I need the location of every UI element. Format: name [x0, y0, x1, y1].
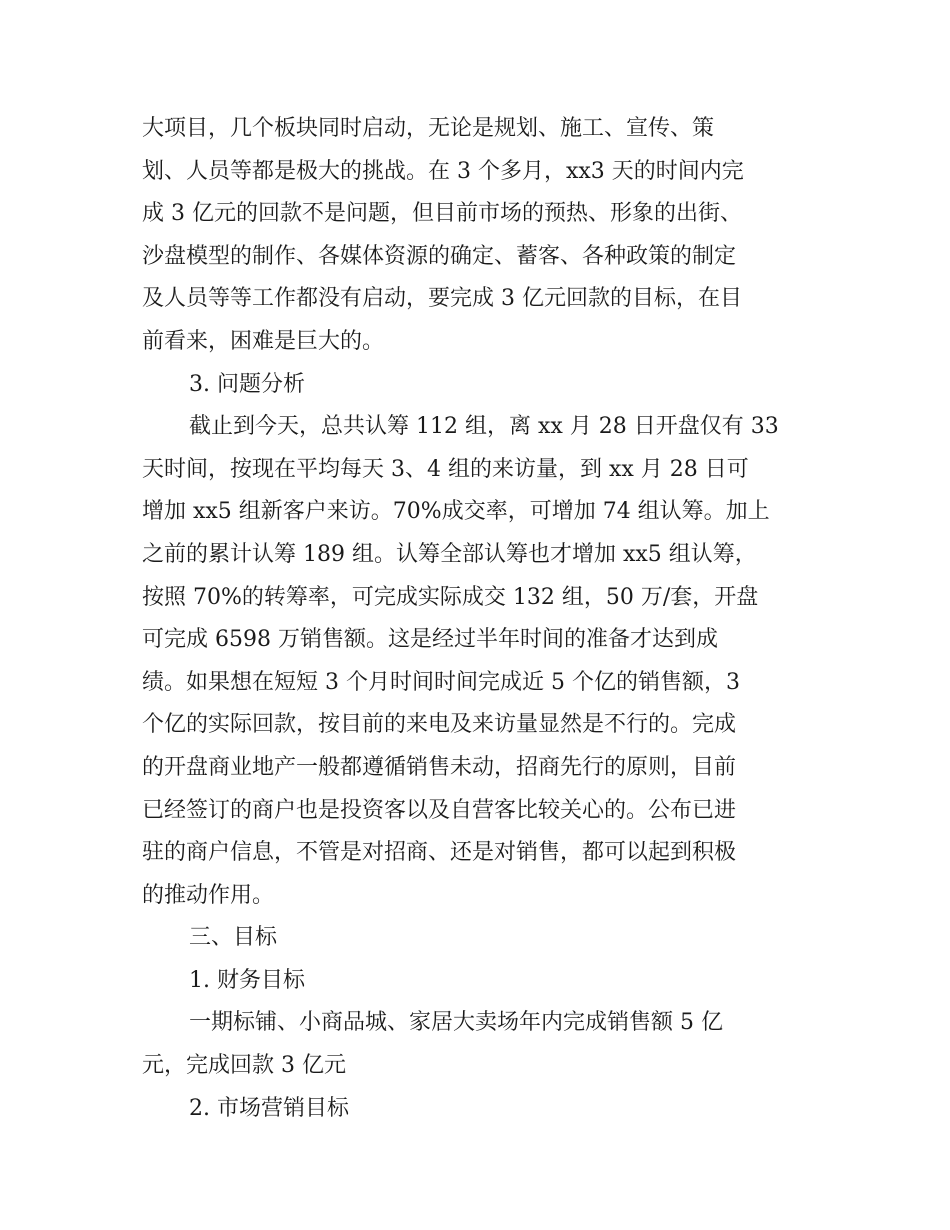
- paragraph-start: 一期标铺、小商品城、家居大卖场年内完成销售额 5 亿: [189, 1010, 723, 1036]
- text-line: 元，完成回款 3 亿元: [142, 1053, 346, 1079]
- text-line: 的开盘商业地产一般都遵循销售未动，招商先行的原则，目前: [142, 754, 737, 780]
- text-line: 前看来，困难是巨大的。: [142, 328, 385, 354]
- text-line: 划、人员等都是极大的挑战。在 3 个多月，xx3 天的时间内完: [142, 158, 744, 184]
- document-body: [142, 108, 810, 1130]
- subsection-heading: 1. 财务目标: [189, 967, 305, 993]
- text-line: 按照 70%的转筹率，可完成实际成交 132 组，50 万/套，开盘: [142, 584, 759, 610]
- text-line: 及人员等等工作都没有启动，要完成 3 亿元回款的目标，在目: [142, 286, 742, 312]
- text-line: 的推动作用。: [142, 882, 275, 908]
- paragraph-start: 截止到今天，总共认筹 112 组，离 xx 月 28 日开盘仅有 33: [189, 414, 779, 440]
- text-line: 大项目，几个板块同时启动，无论是规划、施工、宣传、策: [142, 116, 715, 141]
- text-line: 天时间，按现在平均每天 3、4 组的来访量，到 xx 月 28 日可: [142, 456, 749, 482]
- text-line: 绩。如果想在短短 3 个月时间时间完成近 5 个亿的销售额，3: [142, 669, 740, 695]
- subsection-heading: 2. 市场营销目标: [189, 1095, 349, 1121]
- text-line: 沙盘模型的制作、各媒体资源的确定、蓄客、各种政策的制定: [142, 243, 737, 269]
- text-line: 个亿的实际回款，按目前的来电及来访量显然是不行的。完成: [142, 712, 737, 738]
- text-line: 驻的商户信息，不管是对招商、还是对销售，都可以起到积极: [142, 840, 737, 866]
- text-line: 之前的累计认筹 189 组。认筹全部认筹也才增加 xx5 组认筹，: [142, 541, 757, 567]
- text-line: 已经签订的商户也是投资客以及自营客比较关心的。公布已进: [142, 797, 737, 823]
- section-heading: 三、目标: [189, 925, 278, 951]
- text-line: 成 3 亿元的回款不是问题，但目前市场的预热、形象的出街、: [142, 201, 742, 227]
- text-line: 增加 xx5 组新客户来访。70%成交率，可增加 74 组认筹。加上: [142, 499, 770, 525]
- text-line: 可完成 6598 万销售额。这是经过半年时间的准备才达到成: [142, 627, 718, 653]
- section-heading: 3. 问题分析: [189, 371, 305, 397]
